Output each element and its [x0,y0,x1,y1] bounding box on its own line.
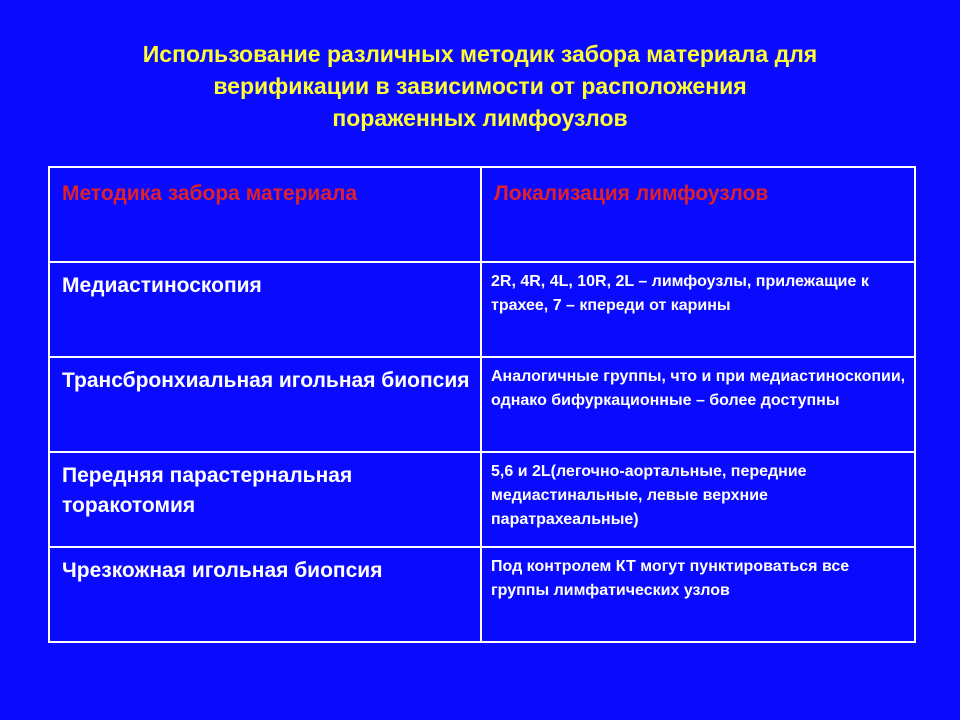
method-cell: Передняя парастернальная торакотомия [49,452,481,547]
table-header-row [49,167,915,262]
method-cell: Трансбронхиальная игольная биопсия [49,357,481,452]
table-row [49,547,915,642]
slide-title-line-1: Использование различных методик забора материала для [142,41,818,67]
table-row [49,262,915,357]
method-cell: Медиастиноскопия [49,262,481,357]
table-row [49,357,915,452]
slide-title-line-2: верификации в зависимости от расположения [213,73,747,99]
header-method: Методика забора материала [49,167,481,262]
localization-cell: Аналогичные группы, что и при медиастиноскопии, однако бифуркационные – более доступны [481,357,915,452]
localization-cell: 2R, 4R, 4L, 10R, 2L – лимфоузлы, прилежащие к трахее, 7 – кпереди от карины [481,262,915,357]
slide-title-line-3: пораженных лимфоузлов [332,105,628,131]
table-row [49,452,915,547]
method-cell: Чрезкожная игольная биопсия [49,547,481,642]
slide-title [40,38,920,134]
localization-cell: 5,6 и 2L(легочно-аортальные, передние медиастинальные, левые верхние паратрахеальные) [481,452,915,547]
methods-table [48,166,916,643]
header-localization: Локализация лимфоузлов [481,167,915,262]
localization-cell: Под контролем КТ могут пунктироваться все группы лимфатических узлов [481,547,915,642]
